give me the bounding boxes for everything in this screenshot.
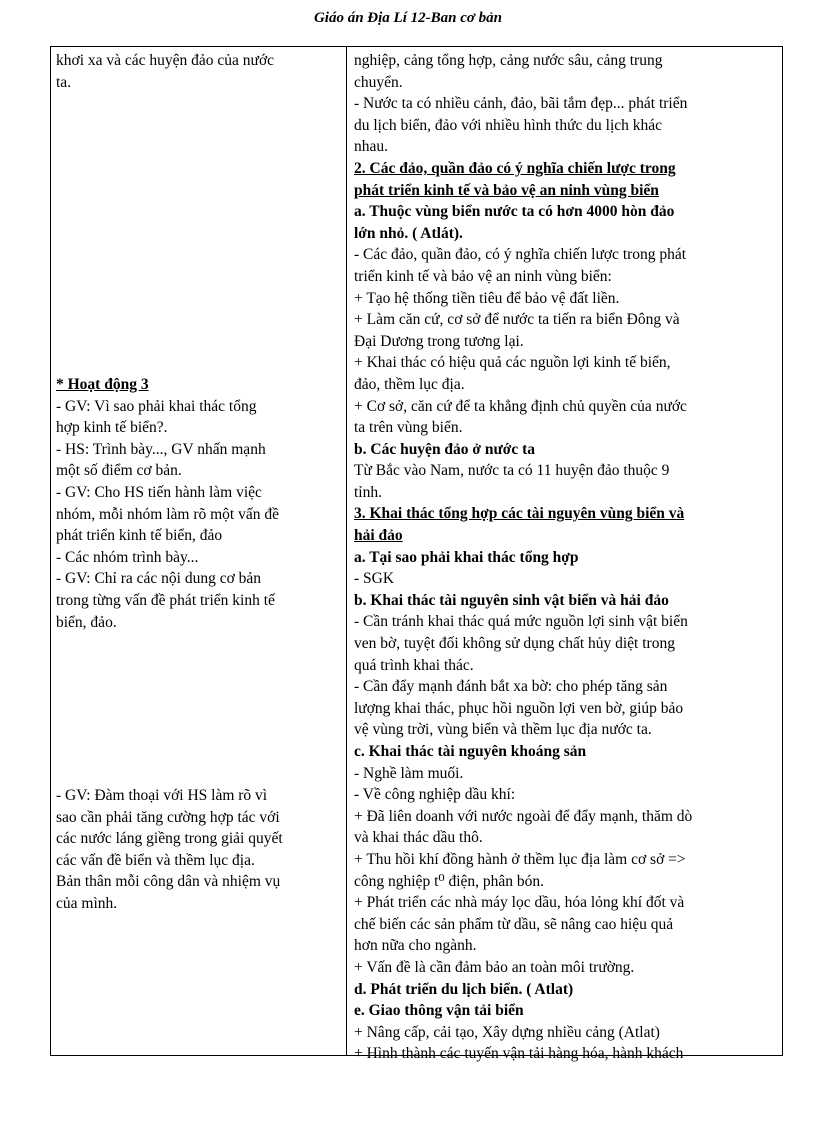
left-text-line: - GV: Đàm thoại với HS làm rõ vì [56,787,268,804]
content-text-line: vệ vùng trời, vùng biển và thềm lục địa nước ta. [354,721,652,739]
left-text-line: biển, đảo. [56,613,117,631]
left-text-line: của mình. [56,894,118,912]
left-text-line: - HS: Trình bày..., GV nhấn mạnh [56,440,266,458]
content-text-line: hơn nữa cho ngành. [354,937,477,955]
content-text-line: - Cần đẩy mạnh đánh bắt xa bờ: cho phép tăng sản [354,678,668,696]
content-text-line: - Nghề làm muối. [354,764,464,782]
section-heading: b. Khai thác tài nguyên sinh vật biển và hải đảo [354,591,669,609]
column-divider [346,47,347,1055]
content-text-line: ta trên vùng biển. [354,419,463,437]
left-text-line: phát triển kinh tế biển, đảo [56,527,223,545]
content-text-line: + Khai thác có hiệu quả các nguồn lợi kinh tế biển, [354,354,671,372]
content-text-line: - Các đảo, quần đảo, có ý nghĩa chiến lược trong phát [354,246,687,264]
content-text-line: - Về công nghiệp dầu khí: [354,786,516,804]
left-text-line: trong từng vấn đề phát triển kinh tế [56,591,275,609]
content-text-line: - Nước ta có nhiều cảnh, đảo, bãi tắm đẹp... phát triển [354,95,688,113]
section-heading: hải đảo [354,527,403,545]
content-text-line: - Cần tránh khai thác quá mức nguồn lợi sinh vật biển [354,613,688,631]
left-text-line: nhóm, mỗi nhóm làm rõ một vấn đề [56,505,280,523]
left-text-line: - GV: Chỉ ra các nội dung cơ bản [56,570,262,588]
left-text-line: ta. [56,73,72,91]
content-text-line: + Hình thành các tuyến vận tải hàng hóa, hành khách [354,1045,684,1063]
left-text-line: * Hoạt động 3 [56,376,149,393]
left-text-line: các vấn đề biển và thềm lục địa. [56,851,255,869]
content-text-line: tỉnh. [354,483,382,501]
lesson-table [50,46,783,1063]
section-heading: b. Các huyện đảo ở nước ta [354,440,536,458]
section-heading: a. Thuộc vùng biển nước ta có hơn 4000 hòn đảo [354,203,675,221]
content-text-line: - SGK [354,570,395,588]
content-text-line: lượng khai thác, phục hồi nguồn lợi ven bờ, giúp bảo [354,699,684,717]
content-text-line: nhau. [354,138,389,156]
left-text-line: - GV: Cho HS tiến hành làm việc [56,483,262,501]
left-block-continuation [56,50,274,93]
content-text-line: + Phát triển các nhà máy lọc dầu, hóa lỏng khí đốt và [354,894,685,912]
left-text-line: - Các nhóm trình bày... [56,548,199,566]
section-heading: c. Khai thác tài nguyên khoáng sản [354,743,587,760]
content-text-line: + Làm căn cứ, cơ sở để nước ta tiến ra biển Đông và [354,311,680,329]
content-text-line: chế biến các sản phẩm từ dầu, sẽ nâng cao hiệu quả [354,915,674,933]
content-text-line: + Cơ sở, căn cứ để ta khẳng định chủ quyền của nước [354,397,687,415]
left-text-line: sao cần phải tăng cường hợp tác với [56,808,280,826]
left-text-line: Bản thân mỗi công dân và nhiệm vụ [56,873,281,891]
left-text-line: - GV: Vì sao phải khai thác tổng [56,397,257,415]
content-text-line: ven bờ, tuyệt đối không sử dụng chất hủy diệt trong [354,635,675,653]
section-heading: e. Giao thông vận tải biển [354,1002,524,1020]
left-text-line: khơi xa và các huyện đảo của nước [56,52,275,69]
content-text-line: + Đã liên doanh với nước ngoài để đẩy mạnh, thăm dò [354,807,693,825]
content-column [354,50,779,1065]
content-text-line: chuyển. [354,73,403,91]
content-text-line: + Tạo hệ thống tiền tiêu để bảo vệ đất liền. [354,289,620,307]
content-text-line: quá trình khai thác. [354,656,474,674]
content-text-line: Từ Bắc vào Nam, nước ta có 11 huyện đảo thuộc 9 [354,462,670,480]
content-text-line: và khai thác dầu thô. [354,829,483,847]
content-text-line: Đại Dương trong tương lại. [354,332,524,350]
content-text-line: du lịch biển, đảo với nhiều hình thức du lịch khác [354,116,663,134]
section-heading: phát triển kinh tế và bảo vệ an ninh vùng biển [354,181,659,199]
section-heading: d. Phát triển du lịch biển. ( Atlat) [354,980,574,998]
left-text-line: hợp kinh tế biển?. [56,419,168,437]
section-heading: a. Tại sao phải khai thác tổng hợp [354,548,579,566]
content-text-line: đảo, thềm lục địa. [354,375,465,393]
page-header: Giáo án Địa Lí 12-Ban cơ bản [313,10,503,26]
content-text-line: triển kinh tế và bảo vệ an ninh vùng biển: [354,267,612,285]
content-text-line: + Vấn đề là cần đảm bảo an toàn môi trường. [354,958,635,976]
section-heading: 2. Các đảo, quần đảo có ý nghĩa chiến lược trong [354,159,676,177]
left-text-line: các nước láng giềng trong giải quyết [56,830,283,848]
section-heading: lớn nhỏ. ( Atlát). [354,224,463,242]
left-text-line: một số điểm cơ bản. [56,462,182,480]
left-block-activity-3 [56,374,279,633]
left-block-discussion [56,785,283,915]
content-text-line: + Thu hồi khí đồng hành ở thềm lục địa làm cơ sở => [354,850,686,868]
content-text-line: công nghiệp t⁰ điện, phân bón. [354,872,545,890]
section-heading: 3. Khai thác tổng hợp các tài nguyên vùng biển và [354,505,685,523]
content-text-line: nghiệp, cảng tổng hợp, cảng nước sâu, cảng trung [354,52,663,69]
content-text-line: + Nâng cấp, cải tạo, Xây dựng nhiều cảng (Atlat) [354,1023,660,1041]
